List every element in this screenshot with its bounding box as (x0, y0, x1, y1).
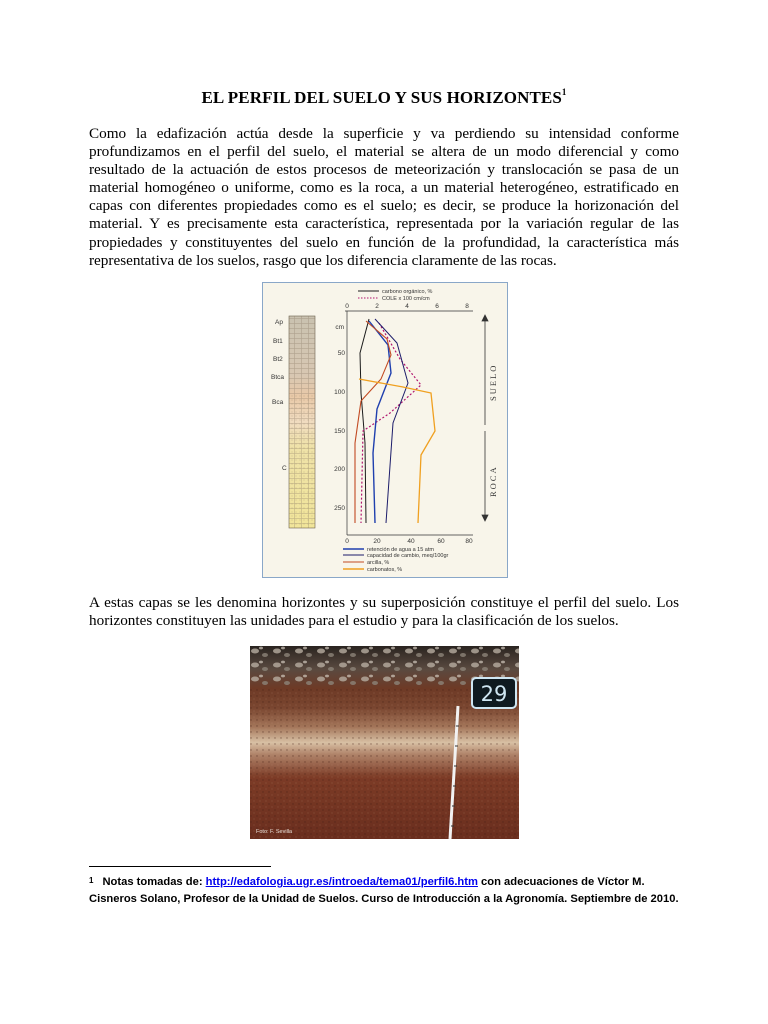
bottom-axis-tick: 80 (465, 538, 473, 545)
depth-tick: 150 (334, 428, 345, 435)
top-axis-tick: 4 (405, 303, 409, 310)
top-legend-item: carbono orgánico, % (382, 289, 433, 295)
horizon-label: Ap (275, 319, 283, 326)
footnote-prefix: Notas tomadas de: (102, 876, 206, 888)
depth-tick: 50 (337, 350, 345, 357)
soil-speckle (250, 688, 519, 839)
intro-paragraph: Como la edafización actúa desde la superficie y va perdiendo su intensidad conforme profundizamos en el perfil del suelo, el material se altera de un modo diferencial y como resultado de la actuación de estos procesos de meteorización y translocación se pasa de un material homogéneo o uniforme, como es la roca, a un material heterogéneo, estratificado en capas con diferentes propiedades como es el suelo; es decir, se produce la horizonación del material. Y es precisamente esta característica, representada por la variación regular de las propiedades y constituyentes del suelo en función de la profundidad, la característica más representativa de los suelos, rasgo que los diferencia claramente de las rocas. (89, 125, 679, 269)
bottom-legend-item: retención de agua a 15 atm (367, 547, 434, 553)
top-axis-tick: 8 (465, 303, 469, 310)
curve-cambio (375, 319, 408, 523)
top-legend-item: COLE x 100 cm/cm (382, 296, 430, 302)
side-label-roca: ROCA (488, 465, 498, 497)
depth-tick: 250 (334, 505, 345, 512)
depth-tick: 200 (334, 466, 345, 473)
bottom-axis-tick: 20 (373, 538, 381, 545)
horizon-label: Bt1 (273, 338, 283, 345)
bottom-legend-item: arcilla, % (367, 560, 390, 566)
depth-tick: 100 (334, 389, 345, 396)
footnote-ref[interactable]: 1 (561, 87, 567, 97)
top-axis-tick: 6 (435, 303, 439, 310)
bottom-axis-tick: 0 (345, 538, 349, 545)
bottom-axis-tick: 60 (437, 538, 445, 545)
depth-unit: cm (335, 324, 344, 331)
page-title (0, 88, 768, 108)
rock-texture (289, 393, 315, 528)
soil-profile-chart (263, 283, 507, 577)
arrow-head-down (482, 515, 488, 521)
footnote (89, 874, 689, 908)
soil-photo (250, 646, 519, 839)
footnote-separator (89, 866, 271, 867)
horizon-label: Bt2 (273, 356, 283, 363)
title-text: EL PERFIL DEL SUELO Y SUS HORIZONTES (201, 88, 562, 107)
footnote-marker: 1 (89, 876, 94, 885)
side-label-suelo: SUELO (488, 363, 498, 401)
footnote-suffix: con adecuaciones de Víctor M. Cisneros Solano, Profesor de la Unidad de Suelos. Curso de Introducción a la Agronomía. Septiembre de 2010. (89, 876, 679, 905)
curve-carbono (360, 319, 369, 523)
top-axis-tick: 2 (375, 303, 379, 310)
profile-number: 29 (480, 682, 508, 706)
soil-photo-image (250, 646, 519, 839)
horizons-paragraph: A estas capas se les denomina horizontes y su superposición constituye el perfil del suelo. Los horizontes constituyen las unidades para el estudio y para la clasificación de los suelos. (89, 594, 679, 630)
footnote-link[interactable]: http://edafologia.ugr.es/introeda/tema01/perfil6.htm (205, 876, 478, 888)
arrow-head-up (482, 315, 488, 321)
soil-profile-figure (262, 282, 508, 578)
bottom-axis-tick: 40 (407, 538, 415, 545)
horizon-label: Bca (272, 399, 284, 406)
horizon-label: C (282, 465, 287, 472)
photo-credit: Foto: F. Sevilla (256, 829, 293, 835)
bottom-legend-item: carbonatos, % (367, 567, 403, 573)
curve-carbonatos (359, 379, 435, 523)
top-axis-tick: 0 (345, 303, 349, 310)
bottom-legend-item: capacidad de cambio, meq/100gr (367, 553, 449, 559)
horizon-label: Btca (271, 374, 285, 381)
